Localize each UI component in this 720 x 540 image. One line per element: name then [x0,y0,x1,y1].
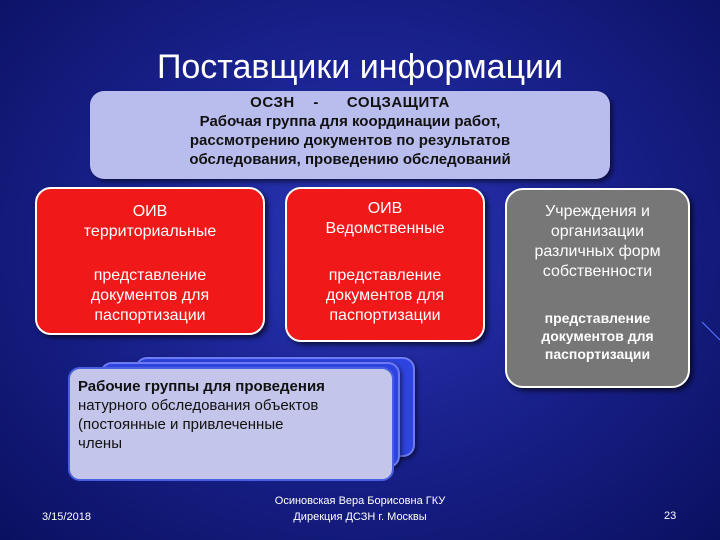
institutions-description-line-1: представление [544,310,651,326]
territorial-oiv-description-line-3: паспортизации [94,307,206,324]
coordination-line-2: Рабочая группа для координации работ, [199,113,501,130]
departmental-oiv-heading-line-2: Ведомственные [325,220,445,237]
territorial-oiv-card [35,187,265,335]
institutions-heading [507,202,688,282]
work-groups-line-4: члены [78,435,122,452]
territorial-oiv-heading [37,202,263,242]
decorative-line-icon [700,322,720,342]
institutions-heading-line-1: Учреждения и [545,203,650,220]
institutions-description-line-2: документов для [541,328,654,344]
coordination-header: ОСЗН - СОЦЗАЩИТА [250,94,450,111]
page-number: 23 [664,510,677,522]
territorial-oiv-heading-line-1: ОИВ [132,203,168,220]
territorial-oiv-heading-line-2: территориальные [83,223,217,240]
departmental-oiv-description-line-1: представление [328,267,442,284]
departmental-oiv-description-line-3: паспортизации [329,307,441,324]
institutions-heading-line-4: собственности [542,263,653,280]
footer-author [240,493,480,525]
institutions-description [507,309,688,363]
coordination-line-3: рассмотрению документов по результатов [189,132,511,149]
institutions-description-line-3: паспортизации [544,346,651,362]
work-groups-box [68,367,394,481]
institutions-card [505,188,690,388]
institutions-heading-line-3: различных форм [534,243,661,260]
departmental-oiv-card [285,187,485,342]
territorial-oiv-description [37,266,263,326]
footer-date: 3/15/2018 [42,511,91,523]
work-groups-line-1: Рабочие группы для проведения [78,378,325,395]
work-groups-line-3: (постоянные и привлеченные [78,416,284,433]
work-groups-line-2: натурного обследования объектов [78,397,319,414]
coordination-line-4: обследования, проведению обследований [189,151,511,168]
institutions-heading-line-2: организации [550,223,645,240]
departmental-oiv-description [287,266,483,326]
coordination-box [90,91,610,179]
departmental-oiv-heading [287,199,483,239]
footer-author-line-1: Осиновская Вера Борисовна ГКУ [274,495,446,507]
slide-title: Поставщики информации [156,48,564,86]
departmental-oiv-heading-line-1: ОИВ [367,200,403,217]
territorial-oiv-description-line-1: представление [93,267,207,284]
footer-author-line-2: Дирекция ДСЗН г. Москвы [293,511,427,523]
territorial-oiv-description-line-2: документов для [90,287,210,304]
departmental-oiv-description-line-2: документов для [325,287,445,304]
